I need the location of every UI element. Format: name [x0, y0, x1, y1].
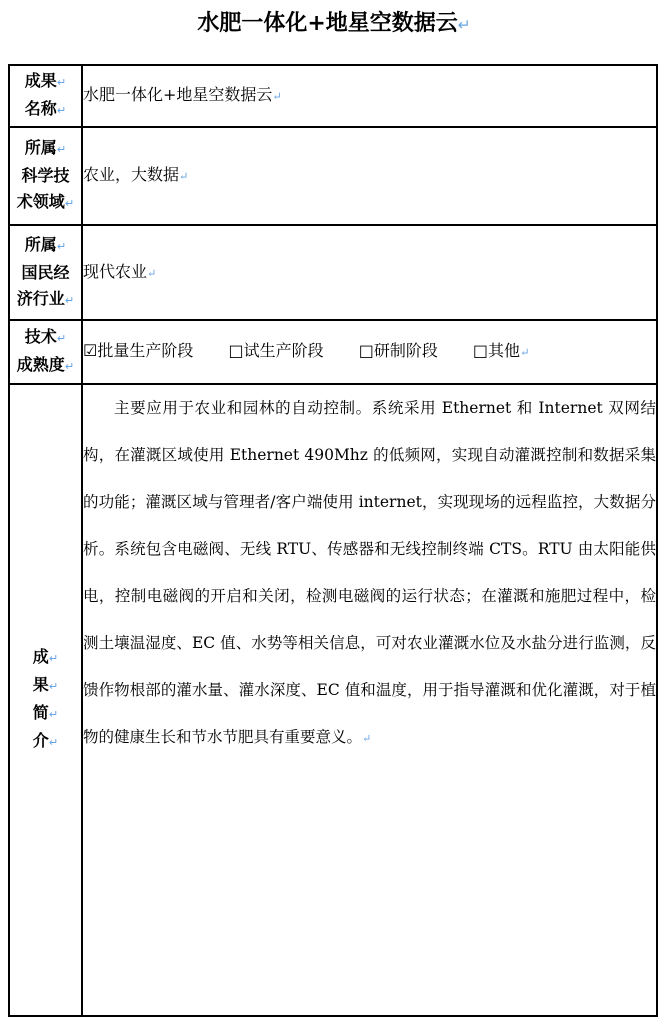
label-line: 技术↵ [24, 327, 67, 346]
paragraph-mark-icon: ↵ [272, 90, 282, 103]
document-title: 水肥一体化+地星空数据云↵ [197, 11, 471, 36]
value-achievement-name: 水肥一体化+地星空数据云↵ [82, 65, 657, 127]
value-science-field: 农业，大数据↵ [82, 127, 657, 225]
label-achievement-name [9, 65, 82, 127]
maturity-options [82, 320, 657, 384]
value-industry: 现代农业↵ [82, 225, 657, 320]
label-char: 介↵ [32, 731, 59, 750]
checkbox-checked-icon[interactable]: ☑ [83, 341, 98, 360]
label-line: 术领域↵ [16, 192, 75, 211]
row-maturity [9, 320, 657, 384]
summary-text [82, 384, 657, 1016]
achievement-table [8, 64, 658, 1017]
option-trial-production[interactable]: □试生产阶段 [228, 341, 324, 360]
row-summary [9, 384, 657, 1016]
paragraph-mark-icon: ↵ [457, 16, 471, 34]
row-industry [9, 225, 657, 320]
summary-paragraph: 主要应用于农业和园林的自动控制。系统采用 Ethernet 和 Internet 双网结构，在灌溉区域使用 Ethernet 490Mhz 的低频网，实现自动灌溉控制和数据采集的功能；灌溉区域与管理者/客户端使用 internet，实现现场的远程监控，大数据分析。系统包含电磁阀、无线 RTU、传感器和无线控制终端 CTS。RTU 由太阳能供电，控制电磁阀的开启和关闭，检测电磁阀的运行状态；在灌溉和施肥过程中，检测土壤温湿度、EC 值、水势等相关信息，可对农业灌溉水位及水盐分进行监测，反馈作物根部的灌水量、灌水深度、EC 值和温度，用于指导灌溉和优化灌溉，对于植物的健康生长和节水节肥具有重要意义。↵ [83, 399, 656, 746]
option-other[interactable]: □其他↵ [472, 341, 530, 360]
option-batch-production[interactable]: ☑批量生产阶段 [83, 341, 194, 360]
paragraph-mark-icon: ↵ [179, 170, 189, 183]
label-maturity [9, 320, 82, 384]
label-line: 国民经 [21, 262, 70, 282]
label-line: 所属↵ [24, 138, 67, 157]
paragraph-mark-icon: ↵ [362, 732, 372, 745]
checkbox-icon[interactable]: □ [472, 341, 489, 360]
label-char: 果↵ [32, 675, 59, 694]
label-industry [9, 225, 82, 320]
label-line: 济行业↵ [16, 288, 75, 308]
label-char: 成↵ [32, 647, 59, 666]
label-line: 科学技 [21, 166, 70, 185]
label-summary [9, 384, 82, 1016]
label-char: 简↵ [32, 703, 59, 722]
label-line: 成果↵ [24, 71, 67, 90]
option-development[interactable]: □研制阶段 [358, 341, 438, 360]
label-line: 所属↵ [24, 234, 67, 254]
label-line: 成熟度↵ [16, 355, 75, 374]
row-achievement-name [9, 65, 657, 127]
checkbox-icon[interactable]: □ [228, 341, 244, 360]
paragraph-mark-icon: ↵ [147, 266, 157, 280]
label-line: 名称↵ [24, 99, 67, 118]
label-science-field [9, 127, 82, 225]
checkbox-icon[interactable]: □ [358, 341, 374, 360]
row-science-field [9, 127, 657, 225]
